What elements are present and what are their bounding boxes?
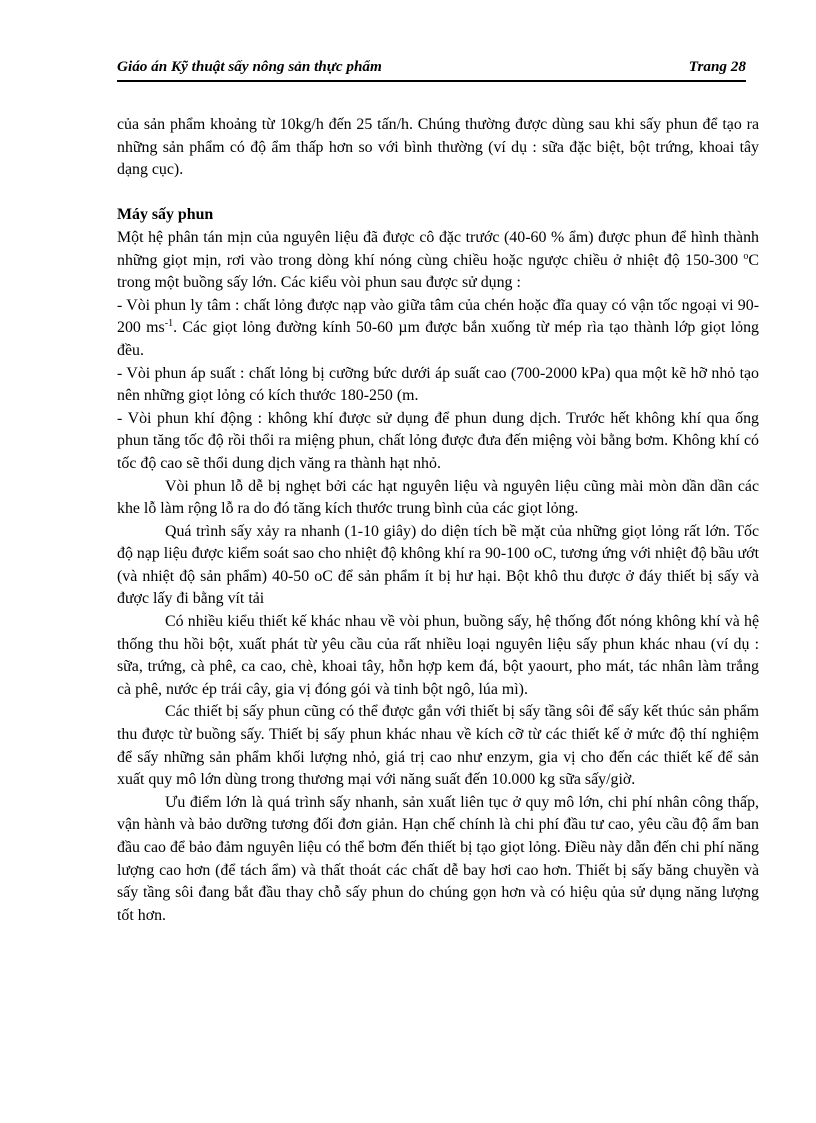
paragraph-nozzle-clogging: Vòi phun lỗ dễ bị nghẹt bởi các hạt nguyên liệu và nguyên liệu cũng mài mòn dần dần các khe lỗ làm rộng lỗ ra do đó tăng kích thước trung bình của các giọt lỏng.	[117, 477, 759, 518]
paragraph-drying-process: Quá trình sấy xảy ra nhanh (1-10 giây) do diện tích bề mặt của những giọt lỏng rất lớn. Tốc độ nạp liệu được kiểm soát sao cho nhiệt độ không khí ra 90-100 oC, tương ứng với nhiệt độ bầu ướt (và nhiệt độ sản phẩm) 40-50 oC để sản phẩm ít bị hư hại. Bột khô thu được ở đáy thiết bị sấy và được lấy đi bằng vít tải	[117, 522, 759, 608]
text-run: C trong một buồng sấy lớn. Các kiểu vòi phun sau được sử dụng :	[117, 251, 759, 292]
bullet-pneumatic-nozzle: - Vòi phun khí động : không khí được sử dụng để phun dung dịch. Trước hết không khí qua ống phun tăng tốc độ rồi thổi ra miệng phun, chất lỏng được đưa đến miệng vòi bằng bơm. Không khí có tốc độ cao sẽ thổi dung dịch văng ra thành hạt nhỏ.	[117, 409, 759, 472]
paragraph-fluid-bed: Các thiết bị sấy phun cũng có thể được gắn với thiết bị sấy tầng sôi để sấy kết thúc sản phẩm thu được từ buồng sấy. Thiết bị sấy phun khác nhau về kích cỡ từ các thiết kế ở mức độ thí nghiệm để sấy những sản phẩm khối lượng nhỏ, giá trị cao như enzym, gia vị cho đến các thiết kế để sản xuất quy mô lớn dùng trong thương mại với năng suất đến 10.000 kg sữa sấy/giờ.	[117, 703, 759, 789]
document-body	[117, 114, 759, 927]
paragraph-advantages: Ưu điểm lớn là quá trình sấy nhanh, sản xuất liên tục ở quy mô lớn, chi phí nhân công thấp, vận hành và bảo dưỡng tương đối đơn giản. Hạn chế chính là chi phí đầu tư cao, yêu cầu độ ẩm ban đầu cao để bảo đảm nguyên liệu có thể bơm đến thiết bị tạo giọt lỏng. Điều này dẫn đến chi phí năng lượng cao hơn (để tách ẩm) và thất thoát các chất dễ bay hơi cao hơn. Thiết bị sấy băng chuyền và sấy tầng sôi đang bắt đầu thay chỗ sấy phun do chúng gọn hơn và có hiệu qủa sử dụng năng lượng tốt hơn.	[117, 793, 759, 924]
intro-paragraph: của sản phẩm khoảng từ 10kg/h đến 25 tấn/h. Chúng thường được dùng sau khi sấy phun để tạo ra những sản phẩm có độ ẩm thấp hơn so với bình thường (ví dụ : sữa đặc biệt, bột trứng, khoai tây dạng cục).	[117, 116, 759, 179]
document-title: Giáo án Kỹ thuật sấy nông sản thực phẩm	[117, 58, 382, 75]
superscript: -1	[164, 318, 174, 330]
bullet-centrifugal-nozzle	[117, 295, 759, 363]
page-number: Trang 28	[688, 58, 746, 75]
text-run: Một hệ phân tán mịn của nguyên liệu đã được cô đặc trước (40-60 % ẩm) được phun để hình thành những giọt mịn, rơi vào trong dòng khí nóng cùng chiều hoặc ngược chiều ở nhiệt độ 150-300	[117, 228, 759, 269]
text-run: . Các giọt lỏng đường kính 50-60 µm được bắn xuống từ mép rìa tạo thành lớp giọt lỏng đều.	[117, 319, 759, 359]
paragraph-spray-intro	[117, 227, 759, 295]
paragraph-gap	[117, 182, 759, 205]
text-run: - Vòi phun ly tâm : chất lỏng được nạp vào giữa tâm của chén hoặc đĩa quay có vận tốc ngoại vi 90-200 ms	[117, 296, 759, 337]
section-heading: Máy sấy phun	[117, 206, 214, 224]
superscript: o	[743, 250, 749, 262]
page-header	[117, 56, 746, 82]
bullet-pressure-nozzle: - Vòi phun áp suất : chất lỏng bị cưỡng bức dưới áp suất cao (700-2000 kPa) qua một kẽ hỡ nhỏ tạo nên những giọt lỏng có kích thước 180-250 (m.	[117, 364, 759, 405]
paragraph-designs: Có nhiều kiểu thiết kế khác nhau về vòi phun, buồng sấy, hệ thống đốt nóng không khí và hệ thống thu hồi bột, xuất phát từ yêu cầu của rất nhiều loại nguyên liệu sấy phun khác nhau (ví dụ : sữa, trứng, cà phê, ca cao, chè, khoai tây, hỗn hợp kem đá, bột yaourt, pho mát, tác nhân làm trắng cà phê, nước ép trái cây, gia vị đóng gói và tinh bột ngô, lúa mì).	[117, 613, 759, 698]
